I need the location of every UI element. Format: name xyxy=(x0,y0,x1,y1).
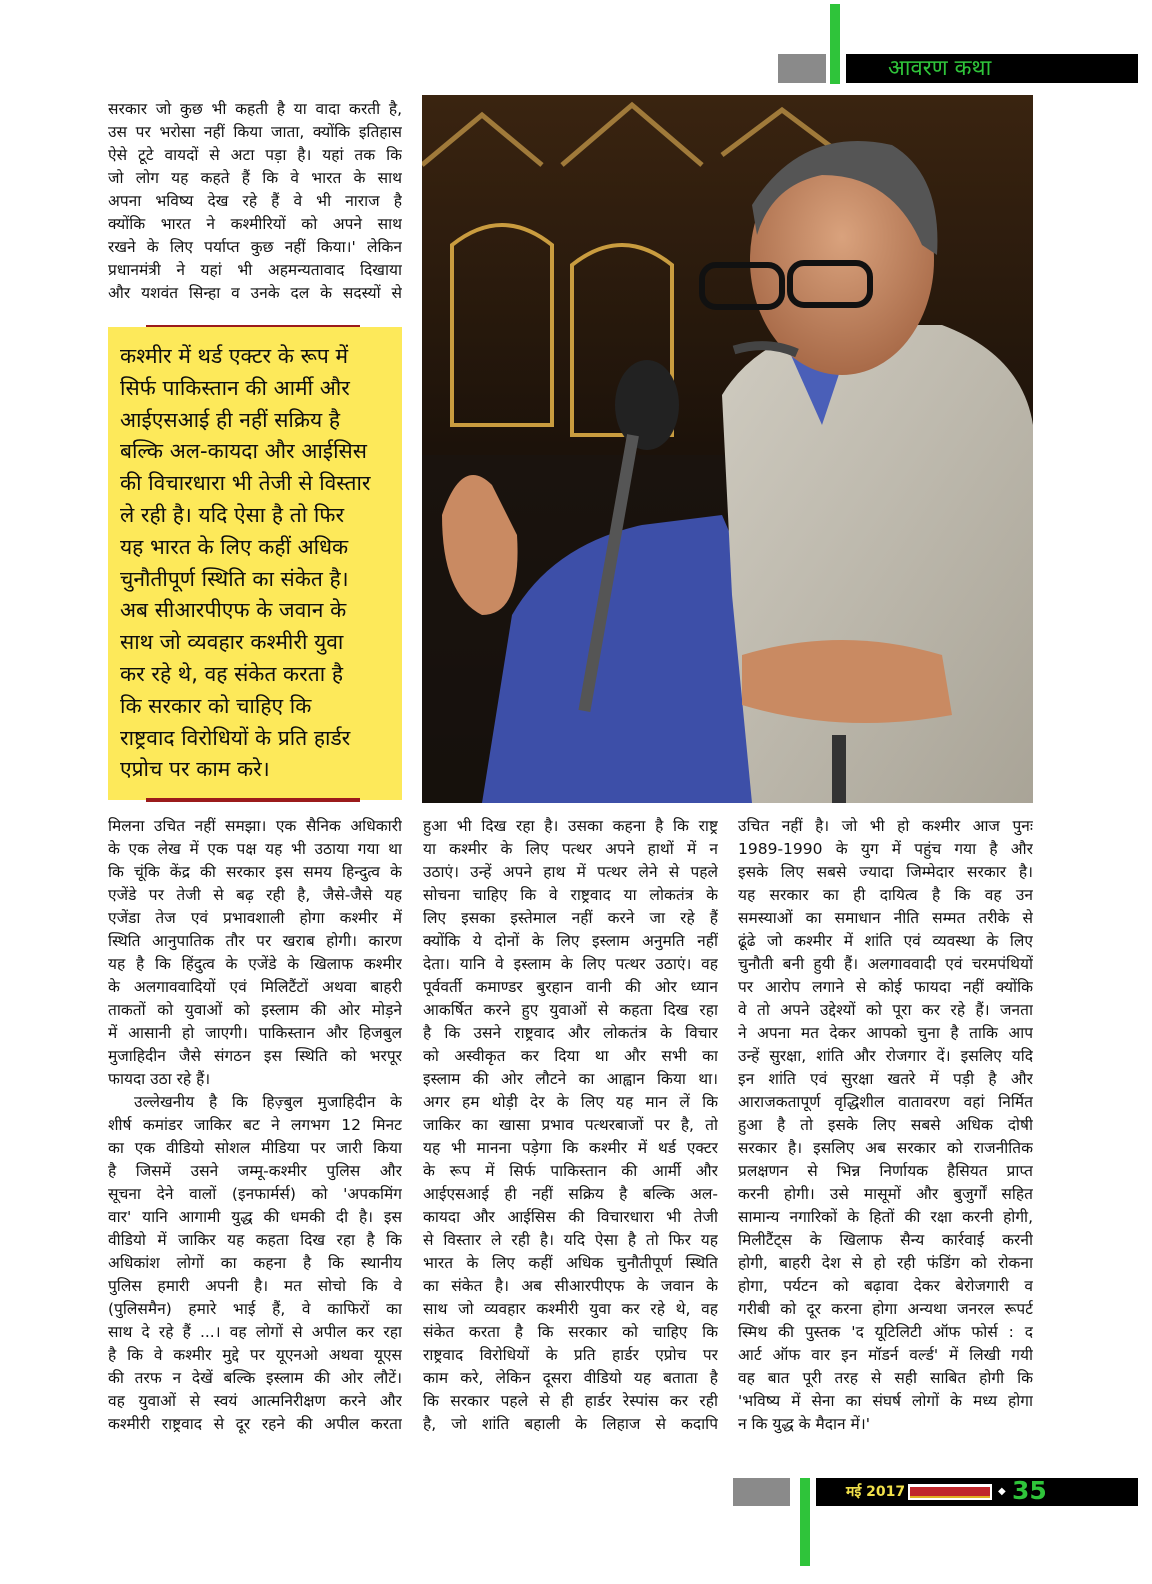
text-line: पुलिस हमारी अपनी है। मत सोचो कि वे xyxy=(108,1277,402,1295)
pull-quote-line: कि सरकार को चाहिए कि xyxy=(120,693,312,718)
text-line: है कि उसने राष्ट्रवाद और लोकतंत्र के विचार xyxy=(423,1024,718,1042)
text-line: सोचना चाहिए कि वे राष्ट्रवाद या लोकतंत्र के xyxy=(423,886,718,904)
text-line: क्योंकि ये दोनों के लिए इस्लाम अनुमति नहीं xyxy=(423,932,718,950)
text-line: भारत के लिए कहीं अधिक चुनौतीपूर्ण स्थिति xyxy=(423,1254,718,1272)
magazine-logo xyxy=(908,1484,992,1500)
page-number: 35 xyxy=(1012,1476,1047,1505)
footer-gray-block xyxy=(733,1478,790,1506)
text-line: स्थिति आनुपातिक तौर पर खराब होगी। कारण xyxy=(108,932,402,950)
text-line: इस्लाम की ओर लौटने का आह्वान किया था। xyxy=(423,1070,718,1088)
text-line: फायदा उठा रहे हैं। xyxy=(108,1070,211,1088)
text-line: देता। यानि वे इस्लाम के लिए पत्थर उठाएं। वह xyxy=(423,955,718,973)
text-line: अगर हम थोड़ी देर के लिए यह मान लें कि xyxy=(423,1093,718,1111)
text-line: का संकेत है। अब सीआरपीएफ के जवान के xyxy=(423,1277,718,1295)
text-line: सामान्य नगारिकों के हितों की रक्षा करनी होगी, xyxy=(738,1208,1033,1226)
text-line: उस पर भरोसा नहीं किया जाता, क्योंकि इतिहास xyxy=(108,123,402,141)
article-column-top xyxy=(108,98,402,305)
text-line: कि चूंकि केंद्र की सरकार इस समय हिन्दुत्व के xyxy=(108,863,402,881)
pull-quote-line: चुनौतीपूर्ण स्थिति का संकेत है। xyxy=(120,566,349,591)
text-line: उल्लेखनीय है कि हिज़्बुल मुजाहिदीन के xyxy=(134,1093,402,1111)
section-title: आवरण कथा xyxy=(888,56,992,81)
text-line: न कि युद्ध के मैदान में।' xyxy=(738,1415,870,1433)
text-line: वे तो अपने उद्देश्यों को पूरा कर रहे हैं। जनता xyxy=(738,1001,1033,1019)
header-green-bar xyxy=(830,4,840,84)
text-line: के रूप में सिर्फ पाकिस्तान की आर्मी और xyxy=(423,1162,718,1180)
text-line: अपना भविष्य देख रहे हैं वे भी नाराज है xyxy=(108,192,402,210)
text-line: होगी, बाहरी देश से हो रही फंडिंग को रोकना xyxy=(738,1254,1033,1272)
text-line: के अलगाववादियों एवं मिलिटैंटों अथवा बाहरी xyxy=(108,978,402,996)
text-line: इन शांति एवं सुरक्षा खतरे में पड़ी है और xyxy=(738,1070,1033,1088)
text-line: मुजाहिदीन जैसे संगठन इस स्थिति को भरपूर xyxy=(108,1047,402,1065)
text-line: इसके लिए सबसे ज्यादा जिम्मेदार सरकार है। xyxy=(738,863,1033,881)
article-column-2 xyxy=(423,815,718,1436)
text-line: आईएसआई ही नहीं सक्रिय है बल्कि अल- xyxy=(423,1185,718,1203)
text-line: है, जो शांति बहाली के लिहाज से कदापि xyxy=(423,1415,718,1433)
text-line: वीडियो में जाकिर यह कहता दिख रहा है कि xyxy=(108,1231,402,1249)
pull-quote xyxy=(108,327,402,800)
text-line: के एक लेख में एक पक्ष यह भी उठाया गया था xyxy=(108,840,402,858)
text-line: उन्हें सुरक्षा, शांति और रोजगार दें। इसलिए यदि xyxy=(738,1047,1033,1065)
text-line: उठाएं। उन्हें अपने हाथ में पत्थर लेने से पहले xyxy=(423,863,718,881)
text-line: सरकार जो कुछ भी कहती है या वादा करती है, xyxy=(108,100,402,118)
text-line: ताकतों को युवाओं को इस्लाम की ओर मोड़ने xyxy=(108,1001,402,1019)
text-line: वह बात पूरी तरह से सही साबित होगी कि xyxy=(738,1369,1033,1387)
text-line: की तरफ न देखें बल्कि इस्लाम की ओर लौटें। xyxy=(108,1369,402,1387)
text-line: स्मिथ की पुस्तक 'द यूटिलिटी ऑफ फोर्स : द xyxy=(738,1323,1033,1341)
text-line: है जिसमें उसने जम्मू-कश्मीर पुलिस और xyxy=(108,1162,402,1180)
text-line: प्रधानमंत्री ने यहां भी अहमन्यतावाद दिखाया xyxy=(108,261,402,279)
text-line: साथ दे रहे हैं ...। वह लोगों से अपील कर रहा xyxy=(108,1323,402,1341)
text-line: कायदा और आईसिस की विचारधारा भी तेजी xyxy=(423,1208,718,1226)
text-line: साथ जो व्यवहार कश्मीरी युवा कर रहे थे, वह xyxy=(423,1300,718,1318)
header-gray-block xyxy=(778,54,826,83)
text-line: आर्ट ऑफ वार इन मॉडर्न वर्ल्ड' में लिखी गयी xyxy=(738,1346,1033,1364)
text-line: जो लोग यह कहते हैं कि वे भारत के साथ xyxy=(108,169,402,187)
pull-quote-line: एप्रोच पर काम करे। xyxy=(120,757,270,782)
text-line: उचित नहीं है। जो भी हो कश्मीर आज पुनः xyxy=(738,817,1033,835)
text-line: कि सरकार पहले से ही हार्डर रेस्पांस कर रही xyxy=(423,1392,718,1410)
pull-quote-line: राष्ट्रवाद विरोधियों के प्रति हार्डर xyxy=(120,725,351,750)
text-line: गरीबी को दूर करना होगा अन्यथा जनरल रूपर्ट xyxy=(738,1300,1033,1318)
article-column-1 xyxy=(108,815,402,1436)
text-line: संकेत करता है कि सरकार को चाहिए कि xyxy=(423,1323,718,1341)
pull-quote-line: ले रही है। यदि ऐसा है तो फिर xyxy=(120,502,345,527)
text-line: से विस्तार ले रही है। यदि ऐसा है तो फिर यह xyxy=(423,1231,718,1249)
pull-quote-line: कर रहे थे, वह संकेत करता है xyxy=(120,661,344,686)
text-line: करनी होगी। उसे मासूमों और बुजुर्गों सहित xyxy=(738,1185,1033,1203)
text-line: अधिकांश लोगों का कहना है कि स्थानीय xyxy=(108,1254,402,1272)
text-line: रखने के लिए पर्याप्त कुछ नहीं किया।' लेकिन xyxy=(108,238,402,256)
pull-quote-line: यह भारत के लिए कहीं अधिक xyxy=(120,534,349,559)
text-line: और यशवंत सिन्हा व उनके दल के सदस्यों से xyxy=(108,284,402,302)
pull-quote-line: बल्कि अल-कायदा और आईसिस xyxy=(120,439,367,464)
text-line: (पुलिसमैन) हमारे भाई हैं, वे काफिरों का xyxy=(108,1300,402,1318)
text-line: यह भी मानना पड़ेगा कि कश्मीर में थर्ड एक्टर xyxy=(423,1139,718,1157)
text-line: यह है कि हिंदुत्व के एजेंडे के खिलाफ कश्मीर xyxy=(108,955,402,973)
text-line: मिलीटैंट्स के खिलाफ सैन्य कार्रवाई करनी xyxy=(738,1231,1033,1249)
text-line: सरकार है। इसलिए अब सरकार को राजनीतिक xyxy=(738,1139,1033,1157)
text-line: है कि वे कश्मीर मुद्दे पर यूएनओ अथवा यूएस xyxy=(108,1346,402,1364)
text-line: पूर्ववर्ती कमाण्डर बुरहान वानी की ओर ध्यान xyxy=(423,978,718,996)
text-line: हुआ है तो इसके लिए सबसे अधिक दोषी xyxy=(738,1116,1033,1134)
text-line: काम करे, लेकिन दूसरा वीडियो यह बताता है xyxy=(423,1369,718,1387)
text-line: प्रलक्षणन से भिन्न निर्णायक हैसियत प्राप्त xyxy=(738,1162,1033,1180)
text-line: ने अपना मत देकर आपको चुना है ताकि आप xyxy=(738,1024,1033,1042)
pull-quote-line: कश्मीर में थर्ड एक्टर के रूप में xyxy=(120,344,349,368)
text-line: वह युवाओं से स्वयं आत्मनिरीक्षण करने और xyxy=(108,1392,402,1410)
text-line: शीर्ष कमांडर जाकिर बट ने लगभग 12 मिनट xyxy=(108,1116,402,1134)
text-line: वार' यानि आगामी युद्ध की धमकी दी है। इस xyxy=(108,1208,402,1226)
section-header xyxy=(846,54,1138,83)
issue-date: मई 2017 xyxy=(846,1484,906,1500)
text-line: राष्ट्रवाद विरोधियों के प्रति हार्डर एप्रोच पर xyxy=(423,1346,718,1364)
text-line: पर आरोप लगाने से कोई फायदा नहीं क्योंकि xyxy=(738,978,1033,996)
text-line: ढूंढे जो कश्मीर में शांति एवं व्यवस्था के लिए xyxy=(738,932,1033,950)
text-line: एजेंडे पर तेजी से बढ़ रही है, जैसे-जैसे यह xyxy=(108,886,402,904)
text-line: का एक वीडियो सोशल मीडिया पर जारी किया xyxy=(108,1139,402,1157)
pull-quote-line: साथ जो व्यवहार कश्मीरी युवा xyxy=(120,630,344,655)
text-line: आकर्षित करने हुए युवाओं से कहता दिख रहा xyxy=(423,1001,718,1019)
footer-green-bar xyxy=(800,1478,810,1566)
pull-quote-line: की विचारधारा भी तेजी से विस्तार xyxy=(120,471,371,496)
text-line: समस्याओं का समाधान नीति सम्मत तरीके से xyxy=(738,909,1033,927)
text-line: कश्मीरी राष्ट्रवाद से दूर रहने की अपील करता xyxy=(108,1415,402,1433)
text-line: होगा, पर्यटन को बढ़ावा देकर बेरोजगारी व xyxy=(738,1277,1033,1295)
text-line: में आसानी हो जाएगी। पाकिस्तान और हिजबुल xyxy=(108,1024,402,1042)
text-line: आराजकतापूर्ण वृद्धिशील वातावरण वहां निर्मित xyxy=(738,1093,1033,1111)
text-line: लिए इसका इस्तेमाल नहीं करने जा रहे हैं xyxy=(423,909,718,927)
text-line: सूचना देने वालों (इनफार्मर्स) को 'अपकमिंग xyxy=(108,1185,402,1203)
footer-bar xyxy=(816,1478,1138,1506)
pull-quote-line: सिर्फ पाकिस्तान की आर्मी और xyxy=(120,375,350,400)
text-line: 'भविष्य में सेना का संघर्ष लोगों के मध्य होगा xyxy=(738,1392,1033,1410)
article-column-3 xyxy=(738,815,1033,1436)
pull-quote-line: अब सीआरपीएफ के जवान के xyxy=(120,598,347,623)
text-line: हुआ भी दिख रहा है। उसका कहना है कि राष्ट्र xyxy=(423,817,718,835)
article-photo xyxy=(422,95,1033,803)
pull-quote-line: आईएसआई ही नहीं सक्रिय है xyxy=(120,407,340,432)
pull-quote-bottom-rule xyxy=(146,798,360,802)
text-line: यह सरकार का ही दायित्व है कि वह उन xyxy=(738,886,1033,904)
text-line: क्योंकि भारत ने कश्मीरियों को अपने साथ xyxy=(108,215,402,233)
text-line: 1989-1990 के युग में पहुंच गया है और xyxy=(738,840,1033,858)
text-line: मिलना उचित नहीं समझा। एक सैनिक अधिकारी xyxy=(108,817,402,835)
text-line: को अस्वीकृत कर दिया था और सभी का xyxy=(423,1047,718,1065)
text-line: ऐसे टूटे वायदों से अटा पड़ा है। यहां तक कि xyxy=(108,146,402,164)
separator-diamond: ◆ xyxy=(998,1486,1006,1497)
text-line: या कश्मीर के लिए पत्थर अपने हाथों में न xyxy=(423,840,718,858)
text-line: एजेंडा तेज एवं प्रभावशाली होगा कश्मीर में xyxy=(108,909,402,927)
text-line: जाकिर का खासा प्रभाव पत्थरबाजों पर है, तो xyxy=(423,1116,718,1134)
text-line: चुनौती बनी हुयी हैं। अलगाववादी एवं चरमपंथियों xyxy=(738,955,1033,973)
